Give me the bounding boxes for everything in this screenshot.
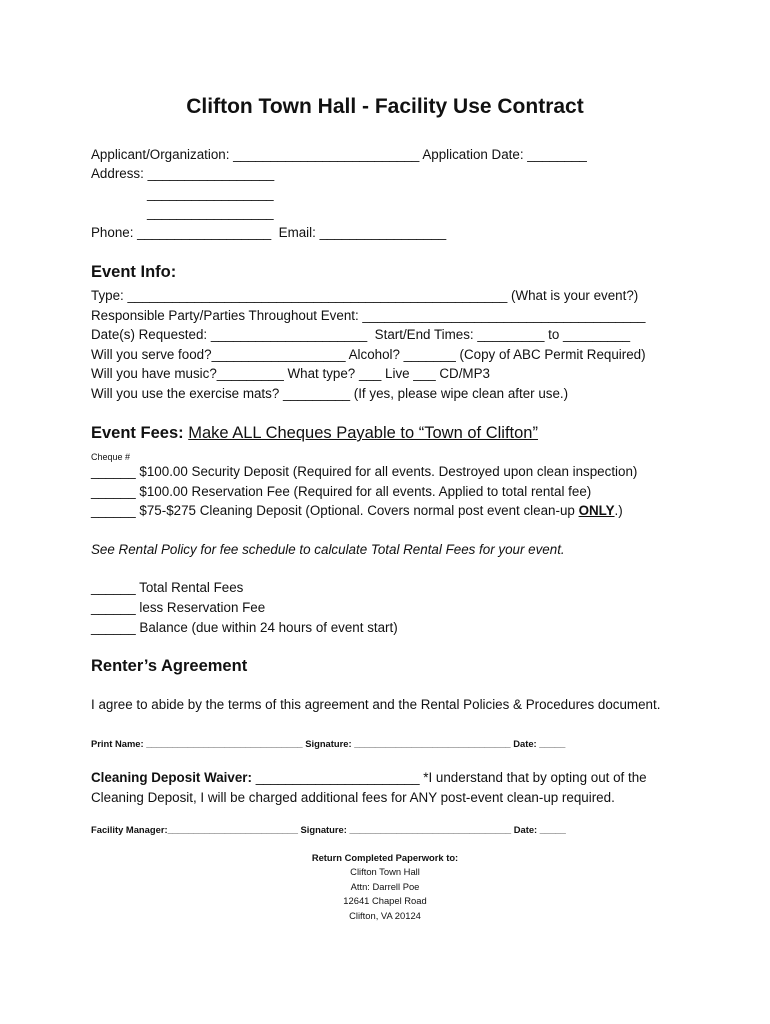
return-address-line: Attn: Darrell Poe	[350, 881, 420, 892]
address-line-1: Address: _________________	[91, 166, 275, 181]
return-address-line: Clifton Town Hall	[350, 866, 420, 877]
cleaning-deposit-line	[91, 503, 623, 519]
applicant-line: Applicant/Organization: _________________________ Application Date: ________	[91, 147, 587, 162]
waiver-line-1	[91, 770, 647, 786]
agreement-text: I agree to abide by the terms of this agreement and the Rental Policies & Procedures document.	[91, 697, 661, 712]
waiver-line-2: Cleaning Deposit, I will be charged additional fees for ANY post-event clean-up required.	[91, 790, 615, 805]
page-title: Clifton Town Hall - Facility Use Contract	[186, 95, 584, 118]
rental-policy-note: See Rental Policy for fee schedule to calculate Total Rental Fees for your event.	[91, 542, 565, 557]
exercise-mats-line: Will you use the exercise mats? _________ (If yes, please wipe clean after use.)	[91, 386, 569, 401]
balance-line: ______ Balance (due within 24 hours of event start)	[91, 620, 398, 635]
cheque-payable-note: Make ALL Cheques Payable to “Town of Clifton”	[188, 424, 538, 442]
renters-agreement-heading: Renter’s Agreement	[91, 657, 248, 675]
event-info-heading: Event Info:	[91, 263, 177, 281]
cheque-label: Cheque #	[91, 452, 131, 462]
cleaning-deposit-end: .)	[614, 503, 623, 518]
only-emphasis: ONLY	[578, 503, 615, 518]
dates-requested-line: Date(s) Requested: _____________________ Start/End Times: _________ to _________	[91, 327, 631, 342]
cleaning-deposit-text: ______ $75-$275 Cleaning Deposit (Optional. Covers normal post event clean-up	[91, 503, 579, 518]
waiver-label: Cleaning Deposit Waiver:	[91, 770, 252, 785]
return-address-line: 12641 Chapel Road	[343, 895, 427, 906]
phone-email-line: Phone: __________________ Email: _________________	[91, 225, 447, 240]
less-reservation-fee-line: ______ less Reservation Fee	[91, 600, 266, 615]
return-address-line: Clifton, VA 20124	[349, 910, 421, 921]
address-line-3: _________________	[147, 205, 274, 220]
event-fees-label: Event Fees:	[91, 424, 184, 442]
music-line: Will you have music?_________ What type? ___ Live ___ CD/MP3	[91, 366, 490, 381]
return-heading: Return Completed Paperwork to:	[311, 852, 459, 863]
reservation-fee-line: ______ $100.00 Reservation Fee (Required for all events. Applied to total rental fee)	[91, 484, 592, 499]
print-name-signature-line: Print Name: ______________________________ Signature: ______________________________ Date: _____	[91, 738, 566, 749]
facility-manager-line: Facility Manager:_________________________ Signature: _______________________________ Date: _____	[91, 824, 566, 835]
responsible-party-line: Responsible Party/Parties Throughout Event: ______________________________________	[91, 308, 646, 323]
event-fees-heading	[91, 424, 538, 443]
event-type-line: Type: ___________________________________________________ (What is your event?)	[91, 288, 639, 303]
security-deposit-line: ______ $100.00 Security Deposit (Required for all events. Destroyed upon clean inspection)	[91, 464, 638, 479]
total-rental-fees-line: ______ Total Rental Fees	[91, 580, 244, 595]
food-alcohol-line: Will you serve food?__________________ Alcohol? _______ (Copy of ABC Permit Required)	[91, 347, 646, 362]
address-line-2: _________________	[147, 186, 274, 201]
waiver-line-1-text: ______________________ *I understand that by opting out of the	[251, 770, 647, 785]
